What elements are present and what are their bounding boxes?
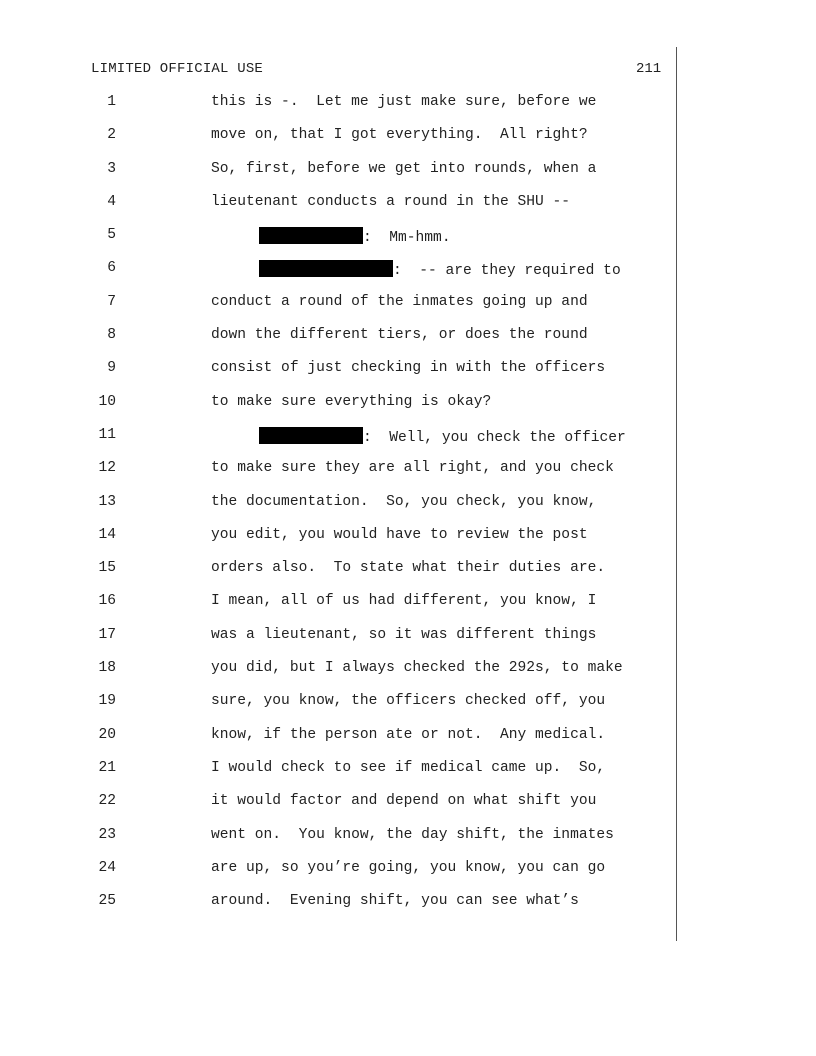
line-text: to make sure they are all right, and you check [211, 460, 614, 477]
transcript-line [0, 394, 816, 427]
line-text: sure, you know, the officers checked off, you [211, 693, 606, 710]
line-text: went on. You know, the day shift, the inmates [211, 826, 614, 843]
speaker-line [259, 260, 621, 279]
line-text: I would check to see if medical came up. So, [211, 759, 606, 776]
line-number: 16 [98, 593, 116, 610]
page-number: 211 [636, 61, 662, 77]
transcript-body [0, 94, 816, 926]
transcript-line [0, 427, 816, 460]
transcript-line [0, 194, 816, 227]
line-text: it would factor and depend on what shift you [211, 793, 597, 810]
line-text: was a lieutenant, so it was different things [211, 626, 597, 643]
transcript-line [0, 793, 816, 826]
line-number: 5 [107, 227, 116, 244]
transcript-line [0, 827, 816, 860]
line-number: 15 [98, 560, 116, 577]
transcript-line [0, 161, 816, 194]
line-number: 21 [98, 759, 116, 776]
line-number: 12 [98, 460, 116, 477]
line-number: 17 [98, 626, 116, 643]
line-number: 20 [98, 726, 116, 743]
line-text: lieutenant conducts a round in the SHU -- [211, 193, 571, 210]
redacted-speaker-name [259, 427, 363, 444]
classification-header: LIMITED OFFICIAL USE [91, 61, 264, 77]
line-text: : Well, you check the officer [363, 429, 626, 446]
transcript-line [0, 294, 816, 327]
transcript-line [0, 494, 816, 527]
redacted-speaker-name [259, 260, 393, 277]
line-number: 22 [98, 793, 116, 810]
line-number: 8 [107, 327, 116, 344]
transcript-line [0, 460, 816, 493]
line-number: 1 [107, 94, 116, 110]
line-text: consist of just checking in with the officers [211, 360, 606, 377]
line-text: : Mm-hmm. [363, 230, 451, 247]
line-text: are up, so you’re going, you know, you can go [211, 859, 606, 876]
speaker-line [259, 427, 626, 446]
line-number: 7 [107, 293, 116, 310]
line-text: orders also. To state what their duties are. [211, 560, 606, 577]
transcript-line [0, 593, 816, 626]
line-number: 23 [98, 826, 116, 843]
transcript-line [0, 327, 816, 360]
line-number: 10 [98, 393, 116, 410]
line-number: 14 [98, 526, 116, 543]
transcript-line [0, 127, 816, 160]
line-text: conduct a round of the inmates going up and [211, 293, 588, 310]
transcript-line [0, 227, 816, 260]
line-text: you did, but I always checked the 292s, to make [211, 660, 623, 677]
line-text: to make sure everything is okay? [211, 393, 492, 410]
line-number: 4 [107, 193, 116, 210]
line-number: 18 [98, 660, 116, 677]
line-number: 13 [98, 493, 116, 510]
transcript-line [0, 693, 816, 726]
redacted-speaker-name [259, 227, 363, 244]
transcript-line [0, 527, 816, 560]
line-text: around. Evening shift, you can see what’s [211, 893, 579, 910]
line-text: : -- are they required to [393, 263, 621, 280]
line-text: down the different tiers, or does the round [211, 327, 588, 344]
line-number: 3 [107, 160, 116, 177]
line-number: 19 [98, 693, 116, 710]
line-text: So, first, before we get into rounds, when a [211, 160, 597, 177]
transcript-line [0, 560, 816, 593]
line-number: 6 [107, 260, 116, 277]
transcript-line [0, 660, 816, 693]
transcript-line [0, 860, 816, 893]
line-number: 9 [107, 360, 116, 377]
transcript-line [0, 760, 816, 793]
transcript-line [0, 360, 816, 393]
line-text: this is -. Let me just make sure, before we [211, 94, 597, 110]
line-text: know, if the person ate or not. Any medical. [211, 726, 606, 743]
line-text: the documentation. So, you check, you know, [211, 493, 597, 510]
transcript-line [0, 94, 816, 127]
line-text: move on, that I got everything. All right? [211, 127, 588, 144]
line-text: I mean, all of us had different, you know, I [211, 593, 597, 610]
transcript-line [0, 727, 816, 760]
speaker-line [259, 227, 451, 246]
transcript-line [0, 893, 816, 926]
line-number: 24 [98, 859, 116, 876]
transcript-line [0, 627, 816, 660]
line-number: 25 [98, 893, 116, 910]
line-number: 11 [98, 426, 116, 443]
transcript-line [0, 260, 816, 293]
line-number: 2 [107, 127, 116, 144]
line-text: you edit, you would have to review the post [211, 526, 588, 543]
